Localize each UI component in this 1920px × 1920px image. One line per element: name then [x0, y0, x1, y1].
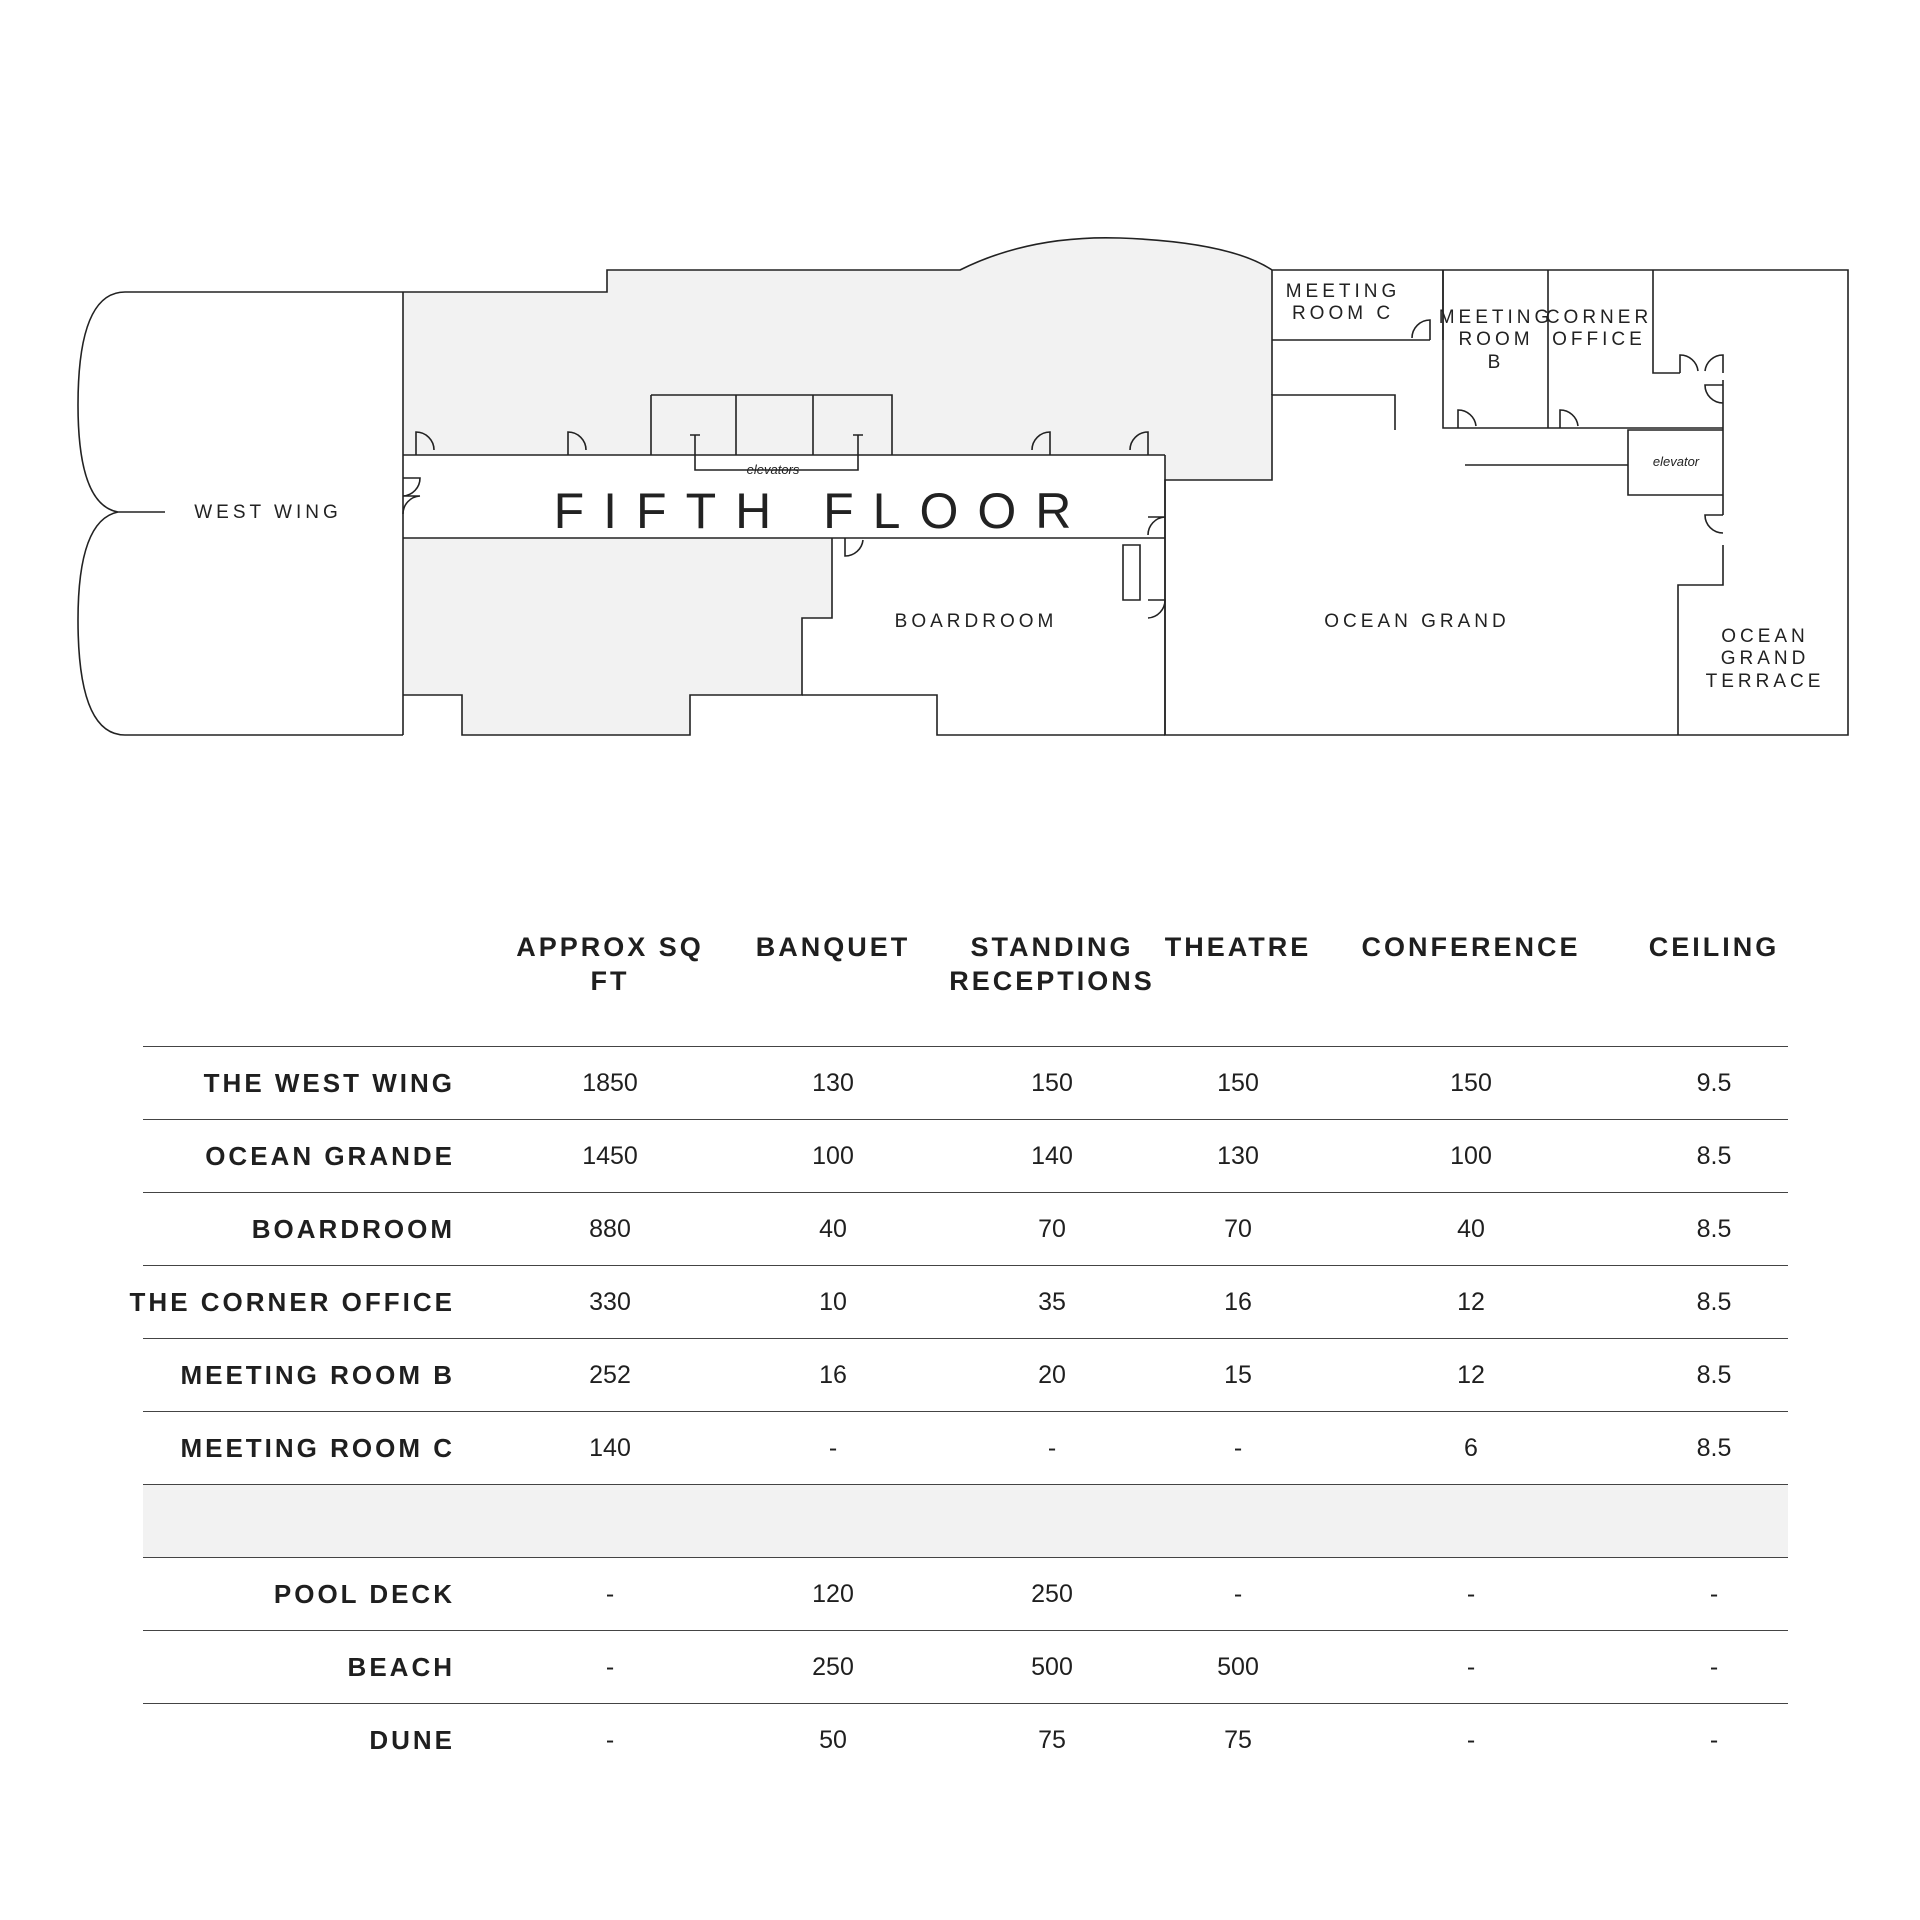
cell-sq-ft: 1450	[582, 1142, 638, 1170]
table-row	[143, 1338, 1788, 1411]
elevators-label: elevators	[746, 462, 800, 477]
row-label: POOL DECK	[273, 1579, 455, 1609]
cell-ceiling: 8.5	[1696, 1215, 1732, 1243]
cell-banquet: 100	[812, 1142, 854, 1170]
header-banquet: BANQUET	[755, 932, 911, 962]
lobby-area-south	[403, 538, 832, 735]
cell-sq-ft: 252	[589, 1361, 631, 1389]
corner-office-label-line-2: OFFICE	[1552, 329, 1646, 350]
table-row	[143, 1046, 1788, 1119]
lobby-area-north	[403, 238, 1272, 480]
cell-banquet: 10	[819, 1288, 847, 1316]
row-label: THE WEST WING	[203, 1068, 455, 1098]
cell-sq-ft: 1850	[582, 1069, 638, 1097]
cell-standing-receptions: 140	[1031, 1142, 1073, 1170]
row-label: OCEAN GRANDE	[205, 1141, 455, 1171]
cell-conference: -	[1466, 1726, 1476, 1754]
meeting-room-b-label-line-1: MEETING	[1438, 307, 1554, 328]
cell-conference: 100	[1450, 1142, 1492, 1170]
cell-theatre: 130	[1217, 1142, 1259, 1170]
cell-sq-ft: 140	[589, 1434, 631, 1462]
cell-conference: -	[1466, 1653, 1476, 1681]
cell-ceiling: 8.5	[1696, 1142, 1732, 1170]
cell-standing-receptions: 70	[1038, 1215, 1066, 1243]
cell-theatre: 500	[1217, 1653, 1259, 1681]
row-label: BOARDROOM	[251, 1214, 455, 1244]
table-row	[143, 1703, 1788, 1776]
cell-standing-receptions: -	[1047, 1434, 1057, 1462]
cell-banquet: -	[828, 1434, 838, 1462]
cell-sq-ft: 330	[589, 1288, 631, 1316]
cell-banquet: 16	[819, 1361, 847, 1389]
cell-theatre: 15	[1224, 1361, 1252, 1389]
cell-ceiling: -	[1709, 1580, 1719, 1608]
floor-title: FIFTH FLOOR	[553, 483, 1091, 539]
header-ceiling: CEILING	[1648, 932, 1780, 962]
ocean-grand-label: OCEAN GRAND	[1324, 611, 1510, 632]
table-row	[143, 1630, 1788, 1703]
table-body	[129, 1046, 1788, 1776]
cell-banquet: 40	[819, 1215, 847, 1243]
corner-office-label-line-1: CORNER	[1545, 307, 1653, 328]
ocean-grand-terrace-label-line-3: TERRACE	[1705, 671, 1825, 692]
spacer-row	[143, 1484, 1788, 1557]
table-row	[143, 1411, 1788, 1484]
meeting-room-b-label-line-2: ROOM	[1458, 329, 1534, 350]
cell-ceiling: -	[1709, 1653, 1719, 1681]
cell-conference: 12	[1457, 1361, 1485, 1389]
cell-sq-ft: 880	[589, 1215, 631, 1243]
cell-theatre: 16	[1224, 1288, 1252, 1316]
cell-banquet: 120	[812, 1580, 854, 1608]
header-conference: CONFERENCE	[1361, 932, 1581, 962]
header-standing-receptions: STANDING RECEPTIONS	[949, 932, 1155, 996]
cell-standing-receptions: 150	[1031, 1069, 1073, 1097]
cell-banquet: 50	[819, 1726, 847, 1754]
row-label: MEETING ROOM C	[180, 1433, 455, 1463]
cell-sq-ft: -	[605, 1653, 615, 1681]
table-row	[143, 1119, 1788, 1192]
header-sq-ft: APPROX SQ FT	[516, 932, 704, 996]
cell-theatre: -	[1233, 1580, 1243, 1608]
west-wing-label: WEST WING	[194, 502, 342, 523]
cell-banquet: 130	[812, 1069, 854, 1097]
cell-conference: -	[1466, 1580, 1476, 1608]
row-label: BEACH	[347, 1652, 455, 1682]
meeting-room-c-label-line-2: ROOM C	[1291, 303, 1395, 324]
elevator-label: elevator	[1652, 454, 1700, 469]
cell-conference: 150	[1450, 1069, 1492, 1097]
cell-sq-ft: -	[605, 1580, 615, 1608]
cell-standing-receptions: 35	[1038, 1288, 1066, 1316]
ocean-grand-terrace-label-line-1: OCEAN	[1721, 626, 1809, 647]
boardroom-label: BOARDROOM	[894, 611, 1058, 632]
cell-ceiling: -	[1709, 1726, 1719, 1754]
cell-standing-receptions: 20	[1038, 1361, 1066, 1389]
meeting-room-b-label-line-3: B	[1487, 352, 1505, 373]
table-row	[129, 1265, 1788, 1338]
cell-ceiling: 8.5	[1696, 1434, 1732, 1462]
cell-sq-ft: -	[605, 1726, 615, 1754]
row-label: THE CORNER OFFICE	[129, 1287, 455, 1317]
cell-standing-receptions: 250	[1031, 1580, 1073, 1608]
cell-conference: 6	[1464, 1434, 1478, 1462]
elevator-right-walls	[1465, 380, 1723, 735]
boardroom-walls	[802, 695, 1165, 735]
cell-standing-receptions: 500	[1031, 1653, 1073, 1681]
cell-ceiling: 8.5	[1696, 1288, 1732, 1316]
cell-conference: 40	[1457, 1215, 1485, 1243]
cell-theatre: 70	[1224, 1215, 1252, 1243]
cell-conference: 12	[1457, 1288, 1485, 1316]
cell-theatre: 150	[1217, 1069, 1259, 1097]
header-theatre: THEATRE	[1164, 932, 1312, 962]
cell-standing-receptions: 75	[1038, 1726, 1066, 1754]
cell-banquet: 250	[812, 1653, 854, 1681]
table-row	[143, 1192, 1788, 1265]
floor-plan	[0, 0, 1920, 800]
cell-theatre: -	[1233, 1434, 1243, 1462]
row-label: MEETING ROOM B	[180, 1360, 455, 1390]
row-label: DUNE	[369, 1725, 455, 1755]
cell-ceiling: 9.5	[1696, 1069, 1732, 1097]
cell-theatre: 75	[1224, 1726, 1252, 1754]
meeting-room-c-label-line-1: MEETING	[1285, 281, 1401, 302]
table-row	[143, 1557, 1788, 1630]
ocean-grand-terrace-label-line-2: GRAND	[1720, 648, 1810, 669]
cell-ceiling: 8.5	[1696, 1361, 1732, 1389]
